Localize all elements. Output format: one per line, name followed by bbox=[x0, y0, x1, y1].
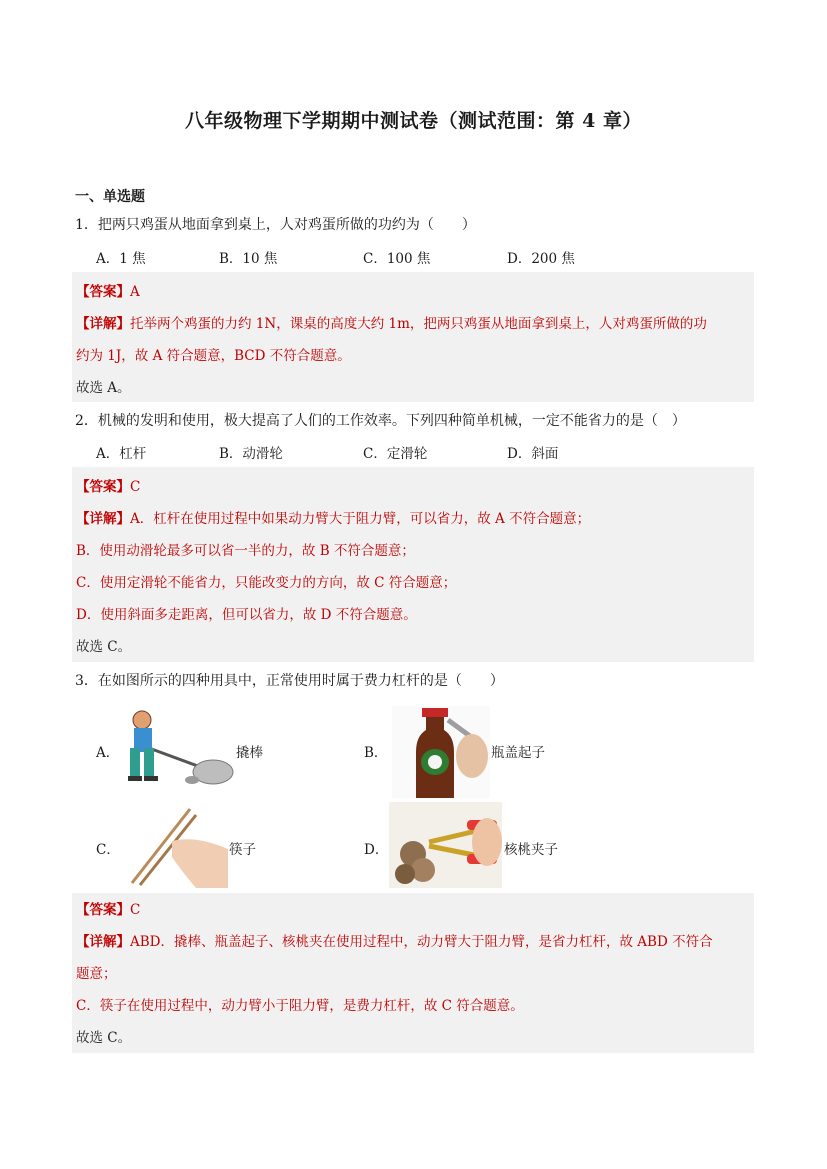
q3-detail-line-2: 题意； bbox=[76, 966, 117, 982]
q2-option-b: B．动滑轮 bbox=[219, 446, 283, 462]
q2-answer: 【答案】C bbox=[76, 479, 141, 495]
q1-option-c: C．100 焦 bbox=[363, 251, 431, 267]
q1-option-a: A．1 焦 bbox=[96, 251, 146, 267]
page-title: 八年级物理下学期期中测试卷（测试范围：第 4 章） bbox=[185, 110, 642, 132]
q3-conclusion: 故选 C。 bbox=[76, 1030, 132, 1046]
q3-detail-line-1: 【详解】ABD．撬棒、瓶盖起子、核桃夹在使用过程中，动力臂大于阻力臂，是省力杠杆，故 ABD 不符合 bbox=[76, 934, 713, 950]
q2-detail-line-4: D．使用斜面多走距离，但可以省力，故 D 不符合题意。 bbox=[76, 607, 417, 623]
question-3-stem: 3．在如图所示的四种用具中，正常使用时属于费力杠杆的是（ ） bbox=[75, 673, 504, 689]
question-2-stem: 2．机械的发明和使用，极大提高了人们的工作效率。下列四种简单机械，一定不能省力的是（ ） bbox=[75, 413, 686, 429]
bottle-opener-photo bbox=[392, 706, 490, 798]
q3-option-d-label: 核桃夹子 bbox=[504, 842, 558, 858]
q2-detail-line-1: 【详解】A．杠杆在使用过程中如果动力臂大于阻力臂，可以省力，故 A 不符合题意； bbox=[76, 511, 591, 527]
nutcracker-photo bbox=[389, 802, 502, 888]
q3-option-c-letter: C． bbox=[96, 842, 120, 858]
q1-answer: 【答案】A bbox=[76, 284, 140, 300]
q3-option-a-letter: A． bbox=[96, 745, 120, 761]
q1-conclusion: 故选 A。 bbox=[76, 380, 131, 396]
section-heading: 一、单选题 bbox=[75, 189, 145, 205]
q3-option-b-label: 瓶盖起子 bbox=[491, 745, 545, 761]
q2-option-c: C．定滑轮 bbox=[363, 446, 428, 462]
answer-box-3 bbox=[72, 893, 754, 1053]
q3-answer: 【答案】C bbox=[76, 902, 141, 918]
crowbar-illustration bbox=[118, 706, 240, 788]
q3-detail-line-3: C．筷子在使用过程中，动力臂小于阻力臂，是费力杠杆，故 C 符合题意。 bbox=[76, 998, 524, 1014]
q1-option-b: B．10 焦 bbox=[219, 251, 278, 267]
q3-option-d-letter: D． bbox=[364, 842, 389, 858]
question-1-options bbox=[96, 247, 716, 267]
q3-option-a-label: 撬棒 bbox=[236, 745, 263, 761]
q1-option-d: D．200 焦 bbox=[507, 251, 575, 267]
q2-option-d: D．斜面 bbox=[507, 446, 559, 462]
answer-box-2 bbox=[72, 467, 754, 662]
q1-detail-line-2: 约为 1J，故 A 符合题意，BCD 不符合题意。 bbox=[76, 348, 351, 364]
q1-detail-line-1: 【详解】托举两个鸡蛋的力约 1N，课桌的高度大约 1m，把两只鸡蛋从地面拿到桌上，人对鸡蛋所做的功 bbox=[76, 316, 707, 332]
answer-box-1 bbox=[72, 272, 754, 402]
question-2-options bbox=[96, 442, 716, 462]
q2-detail-line-3: C．使用定滑轮不能省力，只能改变力的方向，故 C 符合题意； bbox=[76, 575, 457, 591]
question-1-stem: 1．把两只鸡蛋从地面拿到桌上，人对鸡蛋所做的功约为（ ） bbox=[75, 217, 476, 233]
q3-option-b-letter: B． bbox=[364, 745, 388, 761]
chopsticks-photo bbox=[126, 805, 228, 888]
q2-option-a: A．杠杆 bbox=[96, 446, 147, 462]
q2-conclusion: 故选 C。 bbox=[76, 639, 132, 655]
q2-detail-line-2: B．使用动滑轮最多可以省一半的力，故 B 不符合题意； bbox=[76, 543, 415, 559]
q3-option-c-label: 筷子 bbox=[229, 842, 256, 858]
